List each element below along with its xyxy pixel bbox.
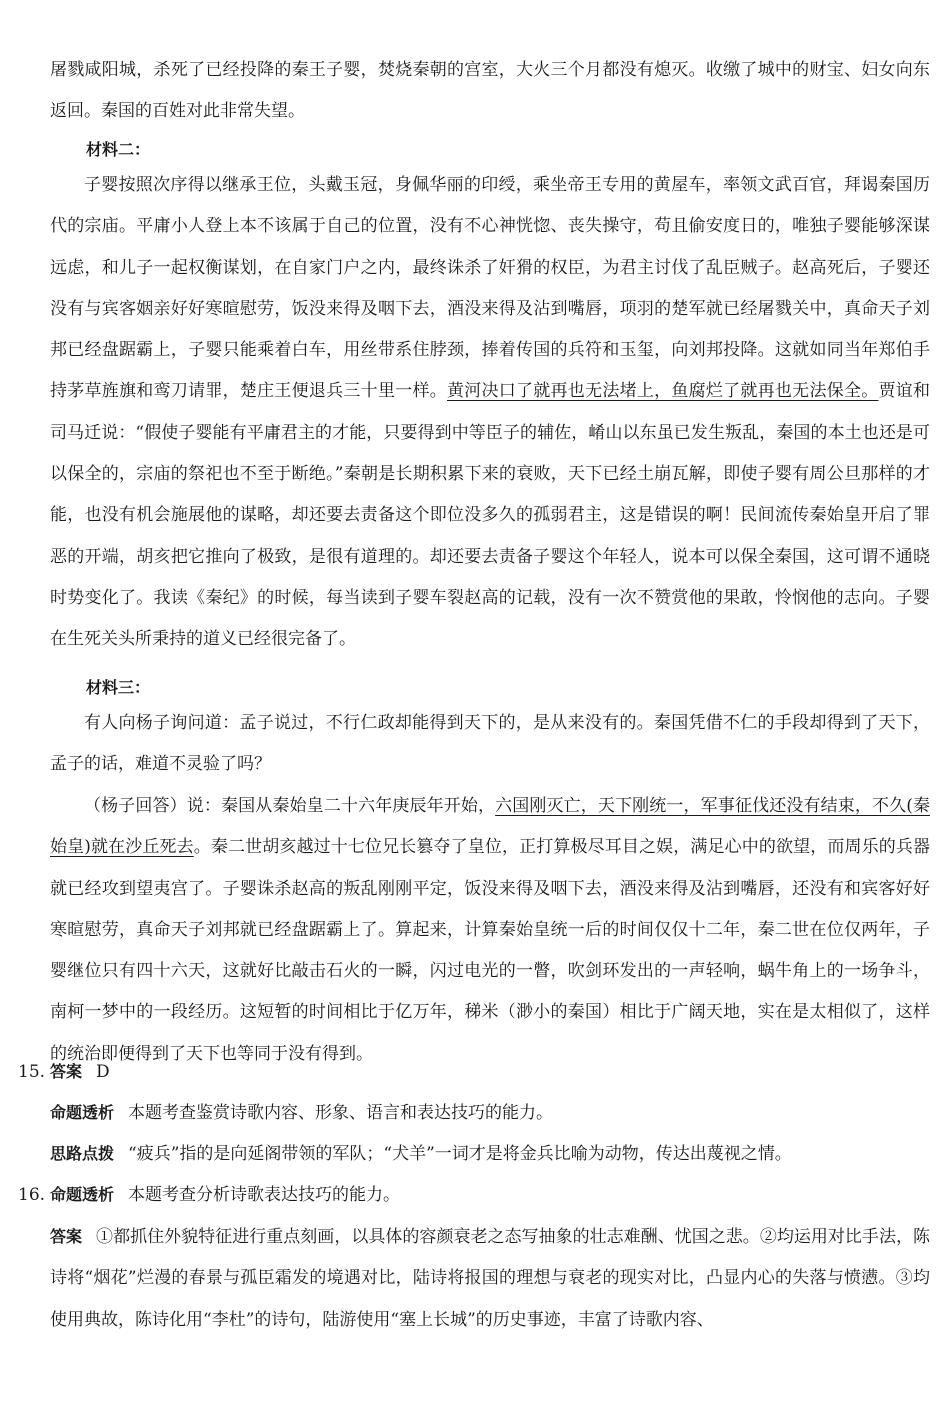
material-two-paragraph (50, 165, 930, 661)
material-three-text-b: 。秦二世胡亥越过十七位兄长篡夺了皇位，正打算极尽耳目之娱，满足心中的欲望，而周乐的兵器就已经攻到望夷宫了。子婴诛杀赵高的叛乱刚刚平定，饭没来得及咽下去，酒没来得及沾到嘴唇，还没有和宾客好好寒暄慰劳，真命天子刘邦就已经盘踞霸上了。算起来，计算秦始皇统一后的时间仅仅十二年，秦二世在位仅两年，子婴继位只有四十六天，这就好比敲击石火的一瞬，闪过电光的一瞥，吹剑环发出的一声轻响，蜗牛角上的一场争斗，南柯一梦中的一段经历。这短暂的时间相比于亿万年，稊米（渺小的秦国）相比于广阔天地，实在是太相似了，这样的统治即便得到了天下也等同于没有得到。 (50, 837, 931, 1064)
material-two-underlined-sentence: 黄河决口了就再也无法堵上，鱼腐烂了就再也无法保全。 (446, 381, 879, 402)
tips-text: “疲兵”指的是向延阁带领的军队；“犬羊”一词才是将金兵比喻为动物，传达出蔑视之情。 (128, 1144, 792, 1164)
question-15-tips (50, 1139, 792, 1169)
answer-value: D (96, 1062, 110, 1082)
question-16-answer (50, 1216, 930, 1341)
analysis-label: 命题透析 (50, 1103, 115, 1122)
material-three-underlined-sentence: 六国刚灭亡，天下刚统一，军事征伐还没有结束，不久(秦始皇)就在沙丘死去 (50, 796, 931, 858)
material-three-question: 有人向杨子询问道：孟子说过，不行仁政却能得到天下的，是从来没有的。秦国凭借不仁的手段却得到了天下，孟子的话，难道不灵验了吗？ (50, 713, 930, 775)
tips-label: 思路点拨 (50, 1144, 115, 1163)
analysis-text: 本题考查鉴赏诗歌内容、形象、语言和表达技巧的能力。 (128, 1103, 554, 1123)
material-one-tail: 屠戮咸阳城，杀死了已经投降的秦王子婴，焚烧秦朝的宫室，大火三个月都没有熄灭。收缴了城中的财宝、妇女向东返回。秦国的百姓对此非常失望。 (50, 60, 930, 122)
question-15-analysis (50, 1098, 553, 1128)
analysis-label: 命题透析 (50, 1185, 115, 1204)
page-cutoff (0, 1330, 950, 1407)
material-two-text-a: 子婴按照次序得以继承王位，头戴玉冠，身佩华丽的印绶，乘坐帝王专用的黄屋车，率领文武百官，拜谒秦国历代的宗庙。平庸小人登上本不该属于自己的位置，没有不心神恍惚、丧失操守，苟且偷安度日的，唯独子婴能够深谋远虑，和儿子一起权衡谋划，在自家门户之内，最终诛杀了奸猾的权臣，为君主讨伐了乱臣贼子。赵高死后，子婴还没有与宾客姻亲好好寒暄慰劳，饭没来得及咽下去，酒没来得及沾到嘴唇，项羽的楚军就已经屠戮关中，真命天子刘邦已经盘踞霸上，子婴只能乘着白车，用丝带系住脖颈，捧着传国的兵符和玉玺，向刘邦投降。这就如同当年郑伯手持茅草旌旗和鸾刀请罪，楚庄王便退兵三十里一样。 (50, 175, 930, 402)
material-two-text-b: 贾谊和司马迁说：“假使子婴能有平庸君主的才能，只要得到中等臣子的辅佐，崤山以东虽已发生叛乱，秦国的本土也还是可以保全的，宗庙的祭祀也不至于断绝。”秦朝是长期积累下来的衰败，天下已经土崩瓦解，即使子婴有周公旦那样的才能，也没有机会施展他的谋略，却还要去责备这个即位没多久的孤弱君主，这是错误的啊！民间流传秦始皇开启了罪恶的开端，胡亥把它推向了极致，是很有道理的。却还要去责备子婴这个年轻人，说本可以保全秦国，这可谓不通晓时势变化了。我读《秦纪》的时候，每当读到子婴车裂赵高的记载，没有一次不赞赏他的果敢，怜悯他的志向。子婴在生死关头所秉持的道义已经很完备了。 (50, 381, 931, 650)
material-three-heading: 材料三： (86, 678, 151, 697)
question-15-answer (50, 1057, 110, 1087)
material-three-text-a: （杨子回答）说：秦国从秦始皇二十六年庚辰年开始， (84, 796, 496, 816)
answer-text: ①都抓住外貌特征进行重点刻画，以具体的容颜衰老之态写抽象的壮志难酬、忧国之悲。②均运用对比手法，陈诗将“烟花”烂漫的春景与孤臣霜发的境遇对比，陆诗将报国的理想与衰老的现实对比，凸显内心的失落与愤懑。③均使用典故，陈诗化用“李杜”的诗句，陆游使用“塞上长城”的历史事迹，丰富了诗歌内容、 (50, 1227, 930, 1330)
answer-label: 答案 (50, 1062, 83, 1081)
question-16-analysis (50, 1180, 400, 1210)
question-15-number: 15. (18, 1062, 46, 1082)
answer-label: 答案 (50, 1227, 83, 1246)
question-16-number: 16. (18, 1185, 46, 1205)
material-two-heading: 材料二： (86, 140, 151, 159)
analysis-text: 本题考查分析诗歌表达技巧的能力。 (128, 1185, 401, 1205)
material-three-answer (50, 786, 930, 1075)
